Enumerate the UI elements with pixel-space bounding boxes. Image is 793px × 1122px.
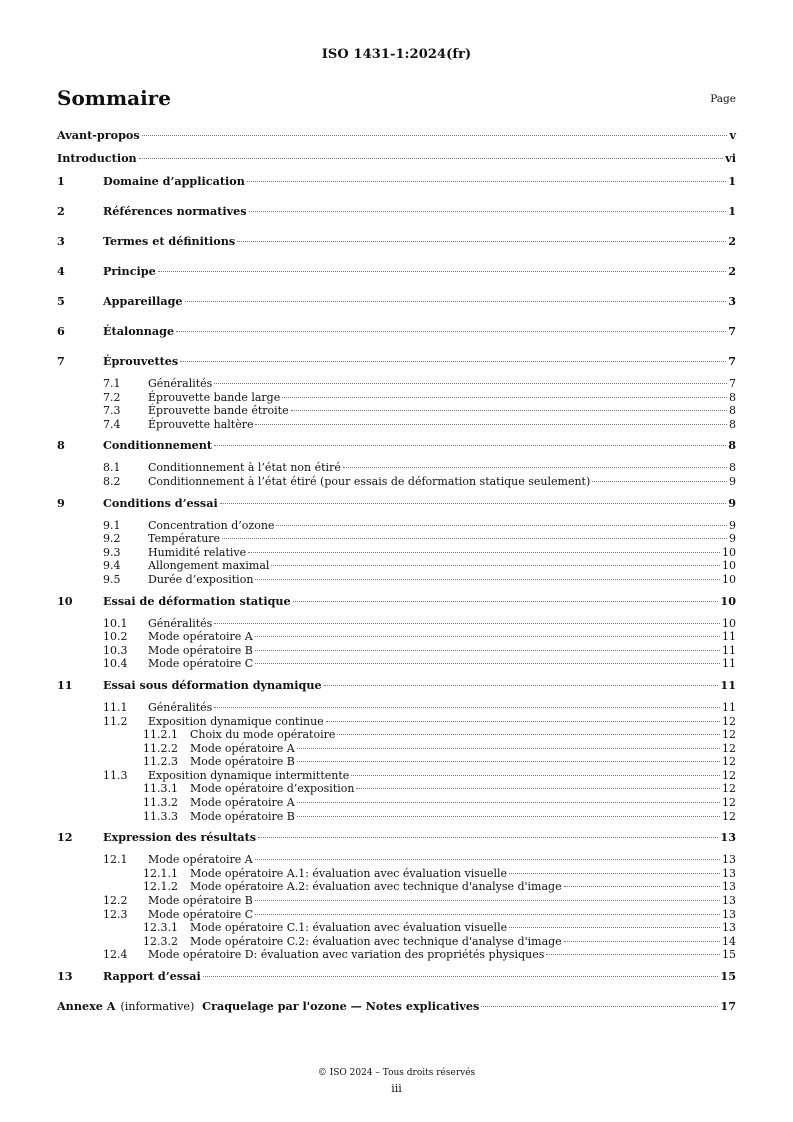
toc-entry-title: Éprouvette bande étroite: [148, 404, 289, 418]
dot-leader: [297, 761, 720, 762]
toc-entry-number: 9: [57, 495, 65, 510]
toc-entry-page: 11: [722, 657, 736, 671]
title-row: [57, 86, 736, 114]
toc-entry-title: Rapport d’essai: [103, 969, 201, 983]
dot-leader: [142, 135, 728, 136]
toc-entry-page: 13: [722, 866, 736, 880]
dot-leader: [326, 721, 720, 722]
toc-entry-title: Appareillage: [103, 294, 183, 308]
dot-leader: [203, 976, 719, 977]
toc-entry-title: Température: [148, 532, 221, 546]
toc-entry[interactable]: [57, 830, 736, 853]
toc-entry[interactable]: [57, 935, 736, 949]
toc-entry-title: Mode opératoire B: [190, 755, 295, 769]
toc-entry-page: 1: [728, 174, 736, 188]
toc-entry-page: 10: [722, 616, 736, 630]
dot-leader: [255, 424, 727, 425]
toc-entry-page: 2: [728, 234, 736, 248]
toc-entry-page: 12: [722, 768, 736, 782]
toc-entry-title: Exposition dynamique intermittente: [148, 768, 350, 782]
document-header: ISO 1431-1:2024(fr): [321, 47, 472, 62]
dot-leader: [282, 397, 727, 398]
toc-entry-title: Introduction: [57, 151, 137, 165]
toc-entry-page: 10: [720, 593, 736, 608]
dot-leader: [293, 601, 719, 602]
annex-title: Craquelage par l'ozone — Notes explicatives: [202, 999, 480, 1013]
toc-entry-page: 7: [729, 377, 736, 390]
toc-entry-number: 7.1: [103, 377, 121, 390]
toc-entry-page: 12: [722, 809, 736, 823]
toc-entry-number: 12.3.2: [143, 934, 178, 948]
toc-entry-title: Avant-propos: [57, 128, 140, 142]
toc-entry-number: 11.2.1: [143, 728, 178, 742]
toc-entry-page: 7: [728, 354, 736, 368]
toc-entry-page: 8: [728, 438, 736, 453]
dot-leader: [351, 775, 720, 776]
toc-entry-page: 11: [720, 677, 736, 692]
toc-entry[interactable]: [57, 391, 736, 405]
dot-leader: [249, 211, 727, 212]
toc-entry-page: 13: [722, 894, 736, 908]
dot-leader: [222, 538, 727, 539]
toc-entry[interactable]: [57, 377, 736, 391]
toc-entry-number: 13: [57, 969, 73, 983]
toc-entry-number: 12.3: [103, 907, 128, 921]
toc-entry[interactable]: [57, 438, 736, 461]
toc-entry-number: 12.1: [103, 853, 128, 867]
toc-entry-page: 12: [722, 782, 736, 796]
toc-entry-number: 10.3: [103, 643, 128, 657]
toc-entry[interactable]: [57, 354, 736, 377]
dot-leader: [297, 748, 720, 749]
toc-entry-page: 7: [728, 324, 736, 338]
toc-entry-title: Mode opératoire A: [190, 741, 295, 755]
dot-leader: [255, 914, 720, 915]
toc-entry-number: 10.4: [103, 657, 128, 671]
toc-entry[interactable]: [57, 532, 736, 546]
dot-leader: [255, 663, 720, 664]
toc-entry-number: 11: [57, 677, 73, 692]
toc-entry-page: 8: [729, 461, 736, 475]
toc-entry[interactable]: [57, 630, 736, 644]
toc-entry-number: 10.2: [103, 630, 128, 644]
toc-entry-page: 13: [722, 907, 736, 921]
toc-entry-number: 5: [57, 294, 65, 308]
toc-entry-number: 7: [57, 354, 65, 368]
dot-leader: [214, 383, 727, 384]
dot-leader: [324, 685, 719, 686]
toc-entry-page: 9: [729, 518, 736, 532]
toc-entry-number: 9.5: [103, 572, 121, 586]
toc-entry-page: 10: [722, 559, 736, 573]
toc-entry[interactable]: [57, 519, 736, 533]
dot-leader: [247, 181, 726, 182]
toc-entry[interactable]: [57, 234, 736, 257]
toc-entry-number: 12.1.2: [143, 880, 178, 894]
toc-entry-number: 11.3.2: [143, 796, 178, 810]
toc-entry-number: 9.2: [103, 532, 121, 546]
toc-entry-title: Éprouvette haltère: [148, 417, 254, 431]
toc-entry-page: 11: [722, 700, 736, 714]
toc-entry[interactable]: [57, 617, 736, 631]
toc-entry-title: Mode opératoire d’exposition: [190, 782, 355, 796]
toc-entry-title: Durée d’exposition: [148, 572, 254, 586]
toc-entry[interactable]: [57, 796, 736, 810]
dot-leader: [276, 525, 727, 526]
toc-entry-page: 10: [722, 572, 736, 586]
toc-entry-page: 10: [722, 545, 736, 559]
toc-entry[interactable]: [57, 128, 736, 151]
toc-entry-title: Mode opératoire B: [190, 809, 295, 823]
toc-entry-number: 10: [57, 593, 73, 608]
toc-entry-number: 11.3.3: [143, 809, 178, 823]
dot-leader: [337, 734, 720, 735]
toc-entry-number: 8.1: [103, 461, 121, 475]
toc-entry-number: 2: [57, 204, 65, 218]
toc-entry-number: 11.2.2: [143, 741, 178, 755]
toc-entry-number: 12.3.1: [143, 921, 178, 935]
toc-entry-page: 9: [729, 532, 736, 546]
toc-entry-number: 12.2: [103, 894, 128, 908]
toc-entry-page: 11: [722, 630, 736, 644]
toc-entry-number: 11.3.1: [143, 782, 178, 796]
table-of-contents: [57, 128, 736, 1022]
dot-leader: [509, 873, 720, 874]
toc-entry-number: 11.2: [103, 714, 128, 728]
dot-leader: [592, 481, 727, 482]
dot-leader: [343, 467, 727, 468]
toc-entry-title: Mode opératoire B: [148, 643, 253, 657]
toc-entry[interactable]: [57, 867, 736, 881]
toc-entry-title: Essai sous déformation dynamique: [103, 677, 322, 692]
toc-entry-title: Mode opératoire A: [190, 796, 295, 810]
toc-entry[interactable]: [57, 644, 736, 658]
toc-entry[interactable]: [57, 880, 736, 894]
dot-leader: [185, 301, 727, 302]
dot-leader: [158, 271, 727, 272]
toc-entry-page: 12: [722, 796, 736, 810]
toc-entry-title: Mode opératoire A: [148, 630, 253, 644]
dot-leader: [258, 837, 718, 838]
dot-leader: [255, 900, 720, 901]
toc-entry-title: Conditionnement à l’état non étiré: [148, 461, 341, 475]
annex-page: 17: [720, 999, 736, 1013]
toc-entry[interactable]: [57, 496, 736, 519]
toc-entry-page: 11: [722, 643, 736, 657]
toc-entry-number: 8.2: [103, 474, 121, 488]
toc-entry[interactable]: [57, 657, 736, 671]
toc-entry-title: Conditionnement: [103, 438, 213, 453]
toc-entry-page: 8: [729, 390, 736, 404]
dot-leader: [255, 859, 720, 860]
toc-entry-page: 14: [722, 934, 736, 948]
annex-label: Annexe A: [57, 999, 116, 1013]
toc-entry-title: Termes et définitions: [103, 234, 236, 248]
toc-entry-number: 12.1.1: [143, 866, 178, 880]
toc-entry-page: 15: [720, 969, 736, 983]
toc-entry-title: Choix du mode opératoire: [190, 728, 336, 742]
toc-entry-number: 4: [57, 264, 65, 278]
copyright-notice: © ISO 2024 – Tous droits réservés: [317, 1068, 476, 1078]
toc-entry-number: 10.1: [103, 616, 128, 630]
dot-leader: [248, 552, 720, 553]
toc-entry-page: 12: [722, 755, 736, 769]
toc-entry[interactable]: [57, 475, 736, 489]
dot-leader: [297, 816, 720, 817]
dot-leader: [214, 623, 720, 624]
toc-entry[interactable]: [57, 204, 736, 227]
toc-entry[interactable]: [57, 324, 736, 347]
toc-entry[interactable]: [57, 546, 736, 560]
toc-entry-title: Exposition dynamique continue: [148, 714, 324, 728]
toc-entry[interactable]: [57, 769, 736, 783]
toc-entry-page: vi: [725, 151, 736, 165]
page-number: iii: [391, 1082, 402, 1095]
toc-entry-number: 3: [57, 234, 65, 248]
toc-entry[interactable]: [57, 404, 736, 418]
toc-entry[interactable]: [57, 742, 736, 756]
toc-entry-title: Expression des résultats: [103, 830, 257, 845]
toc-entry-title: Mode opératoire C: [148, 657, 254, 671]
toc-entry-page: 13: [722, 880, 736, 894]
dot-leader: [271, 565, 720, 566]
toc-entry[interactable]: [57, 921, 736, 935]
dot-leader: [214, 707, 720, 708]
toc-entry-title: Mode opératoire C.2: évaluation avec technique d'analyse d'image: [190, 934, 562, 948]
toc-entry-title: Essai de déformation statique: [103, 593, 291, 608]
toc-entry-title: Concentration d’ozone: [148, 518, 275, 532]
dot-leader: [297, 802, 720, 803]
toc-entry[interactable]: [57, 782, 736, 796]
toc-entry-page: 8: [729, 417, 736, 431]
dot-leader: [509, 927, 720, 928]
dot-leader: [564, 886, 720, 887]
toc-entry[interactable]: [57, 573, 736, 587]
dot-leader: [255, 636, 720, 637]
toc-entry[interactable]: [57, 715, 736, 729]
toc-entry-title: Humidité relative: [148, 545, 247, 559]
toc-entry-title: Références normatives: [103, 204, 247, 218]
toc-entry-title: Mode opératoire B: [148, 894, 253, 908]
toc-entry-number: 9.3: [103, 545, 121, 559]
dot-leader: [546, 954, 720, 955]
toc-entry[interactable]: [57, 908, 736, 922]
toc-entry-page: 15: [722, 948, 736, 962]
toc-entry[interactable]: [57, 461, 736, 475]
toc-entry[interactable]: [57, 418, 736, 432]
dot-leader: [481, 1006, 718, 1007]
toc-entry-number: 11.3: [103, 768, 128, 782]
toc-entry[interactable]: [57, 894, 736, 908]
toc-entry-page: 2: [728, 264, 736, 278]
toc-entry-page: 12: [722, 728, 736, 742]
toc-entry[interactable]: [57, 264, 736, 287]
toc-entry-title: Mode opératoire D: évaluation avec variation des propriétés physiques: [148, 948, 545, 962]
toc-entry-title: Étalonnage: [103, 324, 175, 338]
toc-entry-page: v: [729, 128, 736, 142]
toc-entry[interactable]: [57, 294, 736, 317]
toc-entry[interactable]: [57, 948, 736, 962]
toc-entry-number: 7.2: [103, 390, 121, 404]
page-column-label: Page: [710, 93, 736, 105]
toc-entry-title: Conditions d’essai: [103, 495, 218, 510]
toc-entry-number: 9.4: [103, 559, 121, 573]
toc-entry-page: 12: [722, 741, 736, 755]
toc-entry-number: 12.4: [103, 948, 128, 962]
toc-entry-title: Généralités: [148, 700, 213, 714]
toc-entry[interactable]: [57, 151, 736, 174]
toc-entry-page: 13: [722, 921, 736, 935]
toc-entry-title: Mode opératoire A.1: évaluation avec évaluation visuelle: [190, 866, 508, 880]
toc-entry-title: Généralités: [148, 377, 213, 390]
toc-entry[interactable]: [57, 559, 736, 573]
toc-entry-page: 9: [728, 495, 736, 510]
dot-leader: [220, 503, 726, 504]
dot-leader: [180, 361, 726, 362]
toc-entry-title: Généralités: [148, 616, 213, 630]
toc-entry-title: Mode opératoire A.2: évaluation avec technique d'analyse d'image: [190, 880, 562, 894]
toc-entry-annex[interactable]: [57, 999, 736, 1022]
toc-entry-title: Éprouvettes: [103, 354, 179, 368]
toc-entry[interactable]: [57, 174, 736, 197]
toc-entry-page: 12: [722, 714, 736, 728]
toc-entry-title: Mode opératoire C: [148, 907, 254, 921]
toc-entry[interactable]: [57, 701, 736, 715]
toc-entry-number: 11.2.3: [143, 755, 178, 769]
toc-entry-title: Mode opératoire A: [148, 853, 253, 867]
toc-entry-number: 7.3: [103, 404, 121, 418]
toc-entry-page: 13: [720, 830, 736, 845]
toc-entry[interactable]: [57, 594, 736, 617]
dot-leader: [255, 579, 720, 580]
toc-entry-page: 8: [729, 404, 736, 418]
dot-leader: [564, 941, 720, 942]
toc-entry[interactable]: [57, 678, 736, 701]
toc-entry-page: 1: [728, 204, 736, 218]
dot-leader: [255, 650, 720, 651]
toc-entry-title: Conditionnement à l’état étiré (pour essais de déformation statique seulement): [148, 474, 591, 488]
toc-entry[interactable]: [57, 755, 736, 769]
toc-entry-number: 1: [57, 174, 65, 188]
toc-entry-page: 3: [728, 294, 736, 308]
toc-entry-title: Éprouvette bande large: [148, 390, 281, 404]
dot-leader: [291, 410, 727, 411]
dot-leader: [237, 241, 726, 242]
page-footer: [0, 1066, 793, 1096]
toc-entry-page: 13: [722, 853, 736, 867]
annex-informative: (informative): [120, 1000, 195, 1013]
toc-entry[interactable]: [57, 728, 736, 742]
toc-entry-number: 9.1: [103, 518, 121, 532]
toc-entry-title: Principe: [103, 264, 156, 278]
toc-entry-number: 7.4: [103, 417, 121, 431]
toc-entry-number: 12: [57, 830, 73, 845]
toc-entry[interactable]: [57, 853, 736, 867]
toc-entry[interactable]: [57, 810, 736, 824]
toc-entry-title: Allongement maximal: [148, 559, 270, 573]
toc-entry[interactable]: [57, 969, 736, 992]
page-title: Sommaire: [57, 86, 171, 110]
toc-entry-page: 9: [729, 474, 736, 488]
toc-entry-number: 8: [57, 438, 65, 453]
toc-entry-title: Domaine d’application: [103, 174, 245, 188]
toc-entry-number: 11.1: [103, 700, 128, 714]
dot-leader: [214, 445, 726, 446]
toc-entry-title: Mode opératoire C.1: évaluation avec évaluation visuelle: [190, 921, 508, 935]
dot-leader: [356, 788, 720, 789]
dot-leader: [176, 331, 726, 332]
toc-entry-number: 6: [57, 324, 65, 338]
dot-leader: [139, 158, 724, 159]
